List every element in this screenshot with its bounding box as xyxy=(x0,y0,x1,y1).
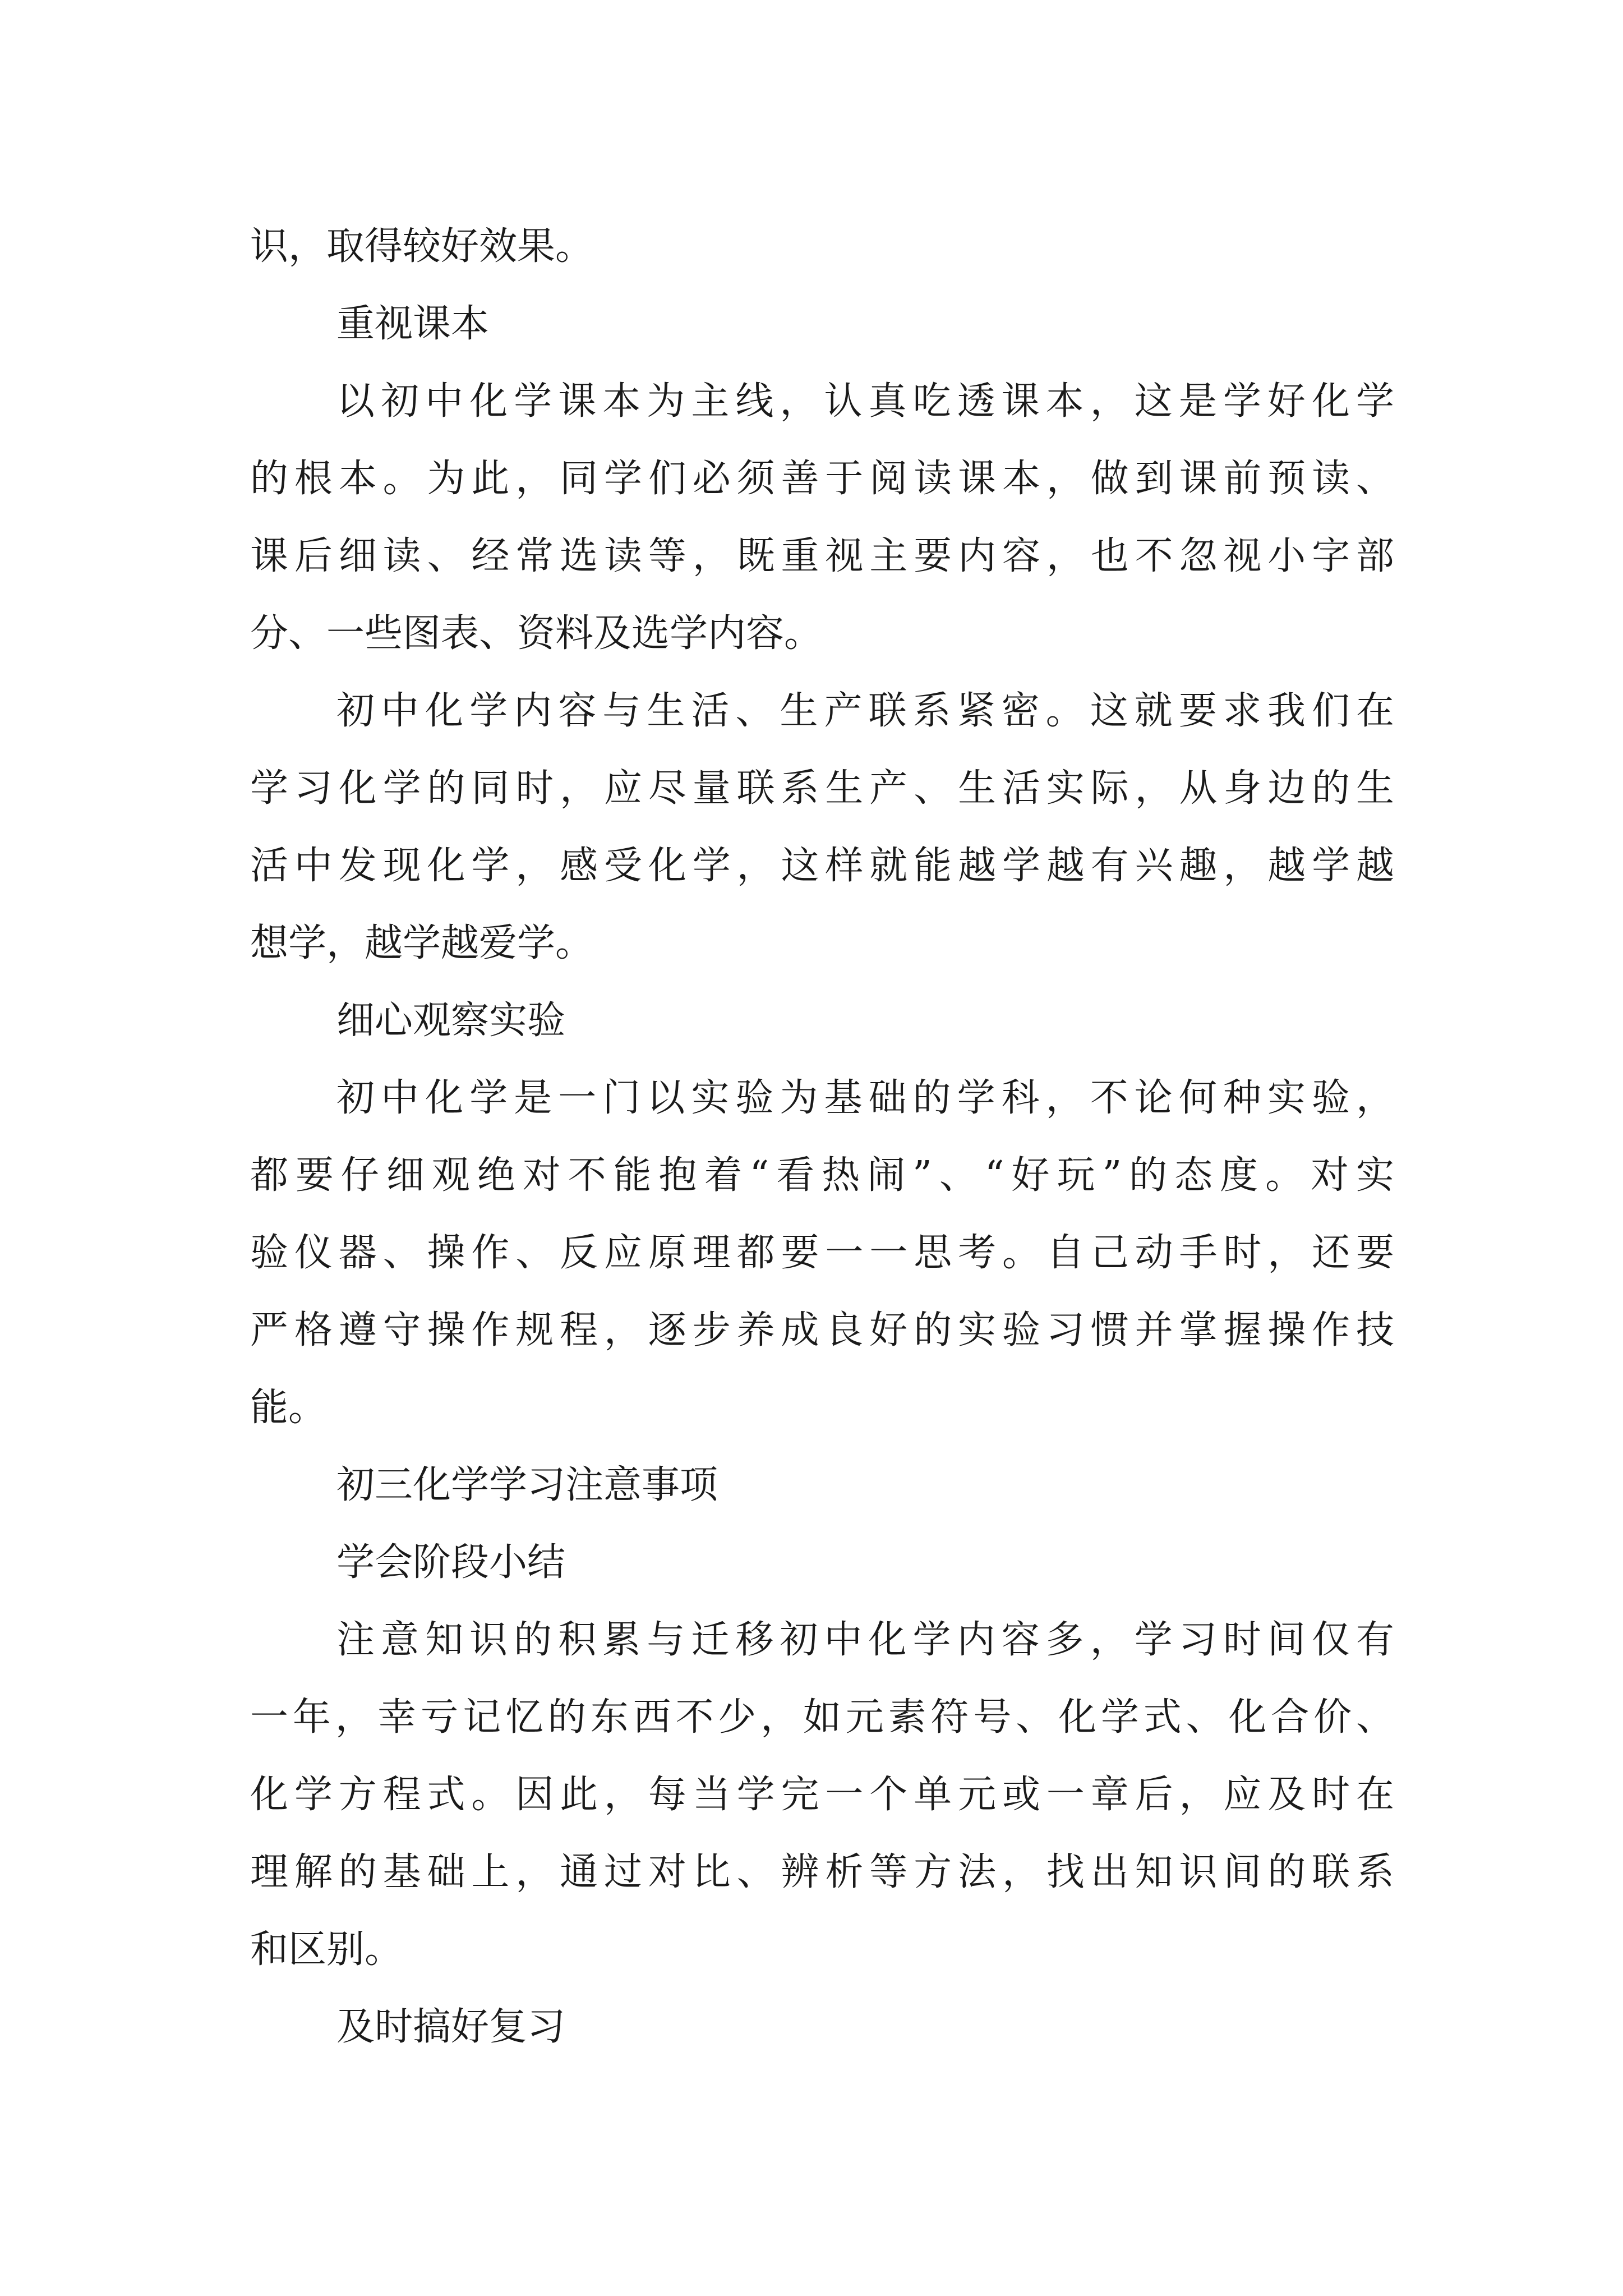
text-line: 验仪器、操作、反应原理都要一一思考。自己动手时，还要 xyxy=(250,1231,1394,1275)
text-line: 想学，越学越爱学。 xyxy=(250,921,594,965)
text-line: 以初中化学课本为主线，认真吃透课本，这是学好化学 xyxy=(336,379,1394,424)
text-line: 初中化学是一门以实验为基础的学科，不论何种实验， xyxy=(336,1076,1394,1120)
text-line: 一年，幸亏记忆的东西不少，如元素符号、化学式、化合价、 xyxy=(250,1695,1394,1740)
text-line: 注意知识的积累与迁移初中化学内容多，学习时间仅有 xyxy=(336,1618,1394,1662)
text-line: 都要仔细观绝对不能抱着“看热闹”、“好玩”的态度。对实 xyxy=(250,1153,1394,1198)
text-line: 严格遵守操作规程，逐步养成良好的实验习惯并掌握操作技 xyxy=(250,1308,1394,1352)
text-line: 课后细读、经常选读等，既重视主要内容，也不忽视小字部 xyxy=(250,534,1394,578)
text-line: 和区别。 xyxy=(250,1927,403,1972)
text-line: 能。 xyxy=(250,1386,327,1430)
text-line: 识，取得较好效果。 xyxy=(250,224,594,269)
text-line: 的根本。为此，同学们必须善于阅读课本，做到课前预读、 xyxy=(250,457,1394,501)
text-line: 学习化学的同时，应尽量联系生产、生活实际，从身边的生 xyxy=(250,766,1394,811)
text-line: 理解的基础上，通过对比、辨析等方法，找出知识间的联系 xyxy=(250,1850,1394,1894)
section-heading: 学会阶段小结 xyxy=(336,1540,566,1585)
text-line: 活中发现化学，感受化学，这样就能越学越有兴趣，越学越 xyxy=(250,844,1394,888)
text-line: 分、一些图表、资料及选学内容。 xyxy=(250,611,823,656)
section-heading: 重视课本 xyxy=(336,302,490,346)
section-heading: 初三化学学习注意事项 xyxy=(336,1463,718,1507)
section-heading: 及时搞好复习 xyxy=(336,2005,566,2049)
section-heading: 细心观察实验 xyxy=(336,999,566,1043)
text-line: 化学方程式。因此，每当学完一个单元或一章后，应及时在 xyxy=(250,1773,1394,1817)
text-line: 初中化学内容与生活、生产联系紧密。这就要求我们在 xyxy=(336,689,1394,733)
